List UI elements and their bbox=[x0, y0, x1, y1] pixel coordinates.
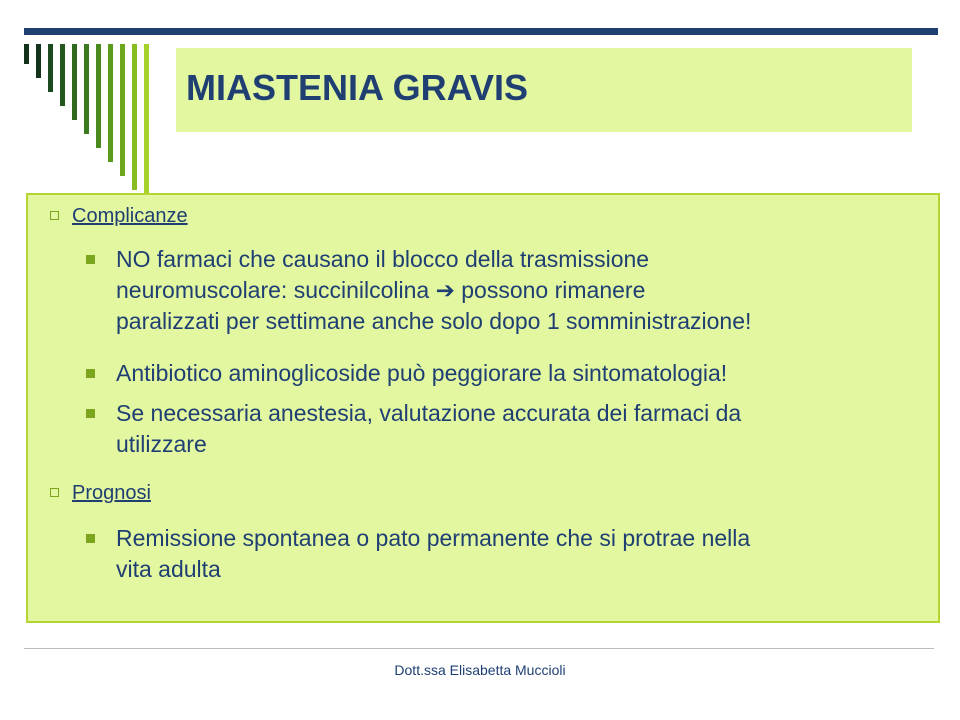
square-bullet-icon bbox=[86, 369, 95, 378]
hollow-square-bullet-icon bbox=[50, 488, 59, 497]
bullet-line: Se necessaria anestesia, valutazione accurata dei farmaci da bbox=[116, 400, 742, 426]
top-rule bbox=[24, 28, 938, 35]
footer-rule bbox=[24, 648, 934, 649]
bullet-line: neuromuscolare: succinilcolina ➔ possono rimanere bbox=[116, 277, 646, 303]
footer-author: Dott.ssa Elisabetta Muccioli bbox=[394, 662, 566, 678]
bullet-item bbox=[116, 358, 936, 389]
bullet-item bbox=[116, 398, 936, 460]
section-heading-complicanze: Complicanze bbox=[72, 205, 188, 227]
square-bullet-icon bbox=[86, 534, 95, 543]
stripe bbox=[48, 44, 53, 92]
bullet-line: utilizzare bbox=[116, 431, 207, 457]
stripe bbox=[60, 44, 65, 106]
stripe bbox=[96, 44, 101, 148]
bullet-item bbox=[116, 523, 936, 585]
bullet-line: paralizzati per settimane anche solo dopo 1 somministrazione! bbox=[116, 308, 752, 334]
slide-title: MIASTENIA GRAVIS bbox=[186, 67, 529, 108]
section-heading-prognosi: Prognosi bbox=[72, 482, 151, 504]
square-bullet-icon bbox=[86, 255, 95, 264]
decorative-stripes bbox=[24, 44, 174, 194]
bullet-line: Antibiotico aminoglicoside può peggiorare la sintomatologia! bbox=[116, 360, 728, 386]
stripe bbox=[132, 44, 137, 190]
stripe bbox=[84, 44, 89, 134]
bullet-line: vita adulta bbox=[116, 556, 221, 582]
stripe bbox=[36, 44, 41, 78]
stripe bbox=[108, 44, 113, 162]
stripe bbox=[144, 44, 149, 194]
stripe bbox=[120, 44, 125, 176]
bullet-line: Remissione spontanea o pato permanente che si protrae nella bbox=[116, 525, 751, 551]
stripe bbox=[72, 44, 77, 120]
bullet-line: NO farmaci che causano il blocco della trasmissione bbox=[116, 246, 650, 272]
bullet-item bbox=[116, 244, 936, 337]
stripe bbox=[24, 44, 29, 64]
square-bullet-icon bbox=[86, 409, 95, 418]
hollow-square-bullet-icon bbox=[50, 211, 59, 220]
